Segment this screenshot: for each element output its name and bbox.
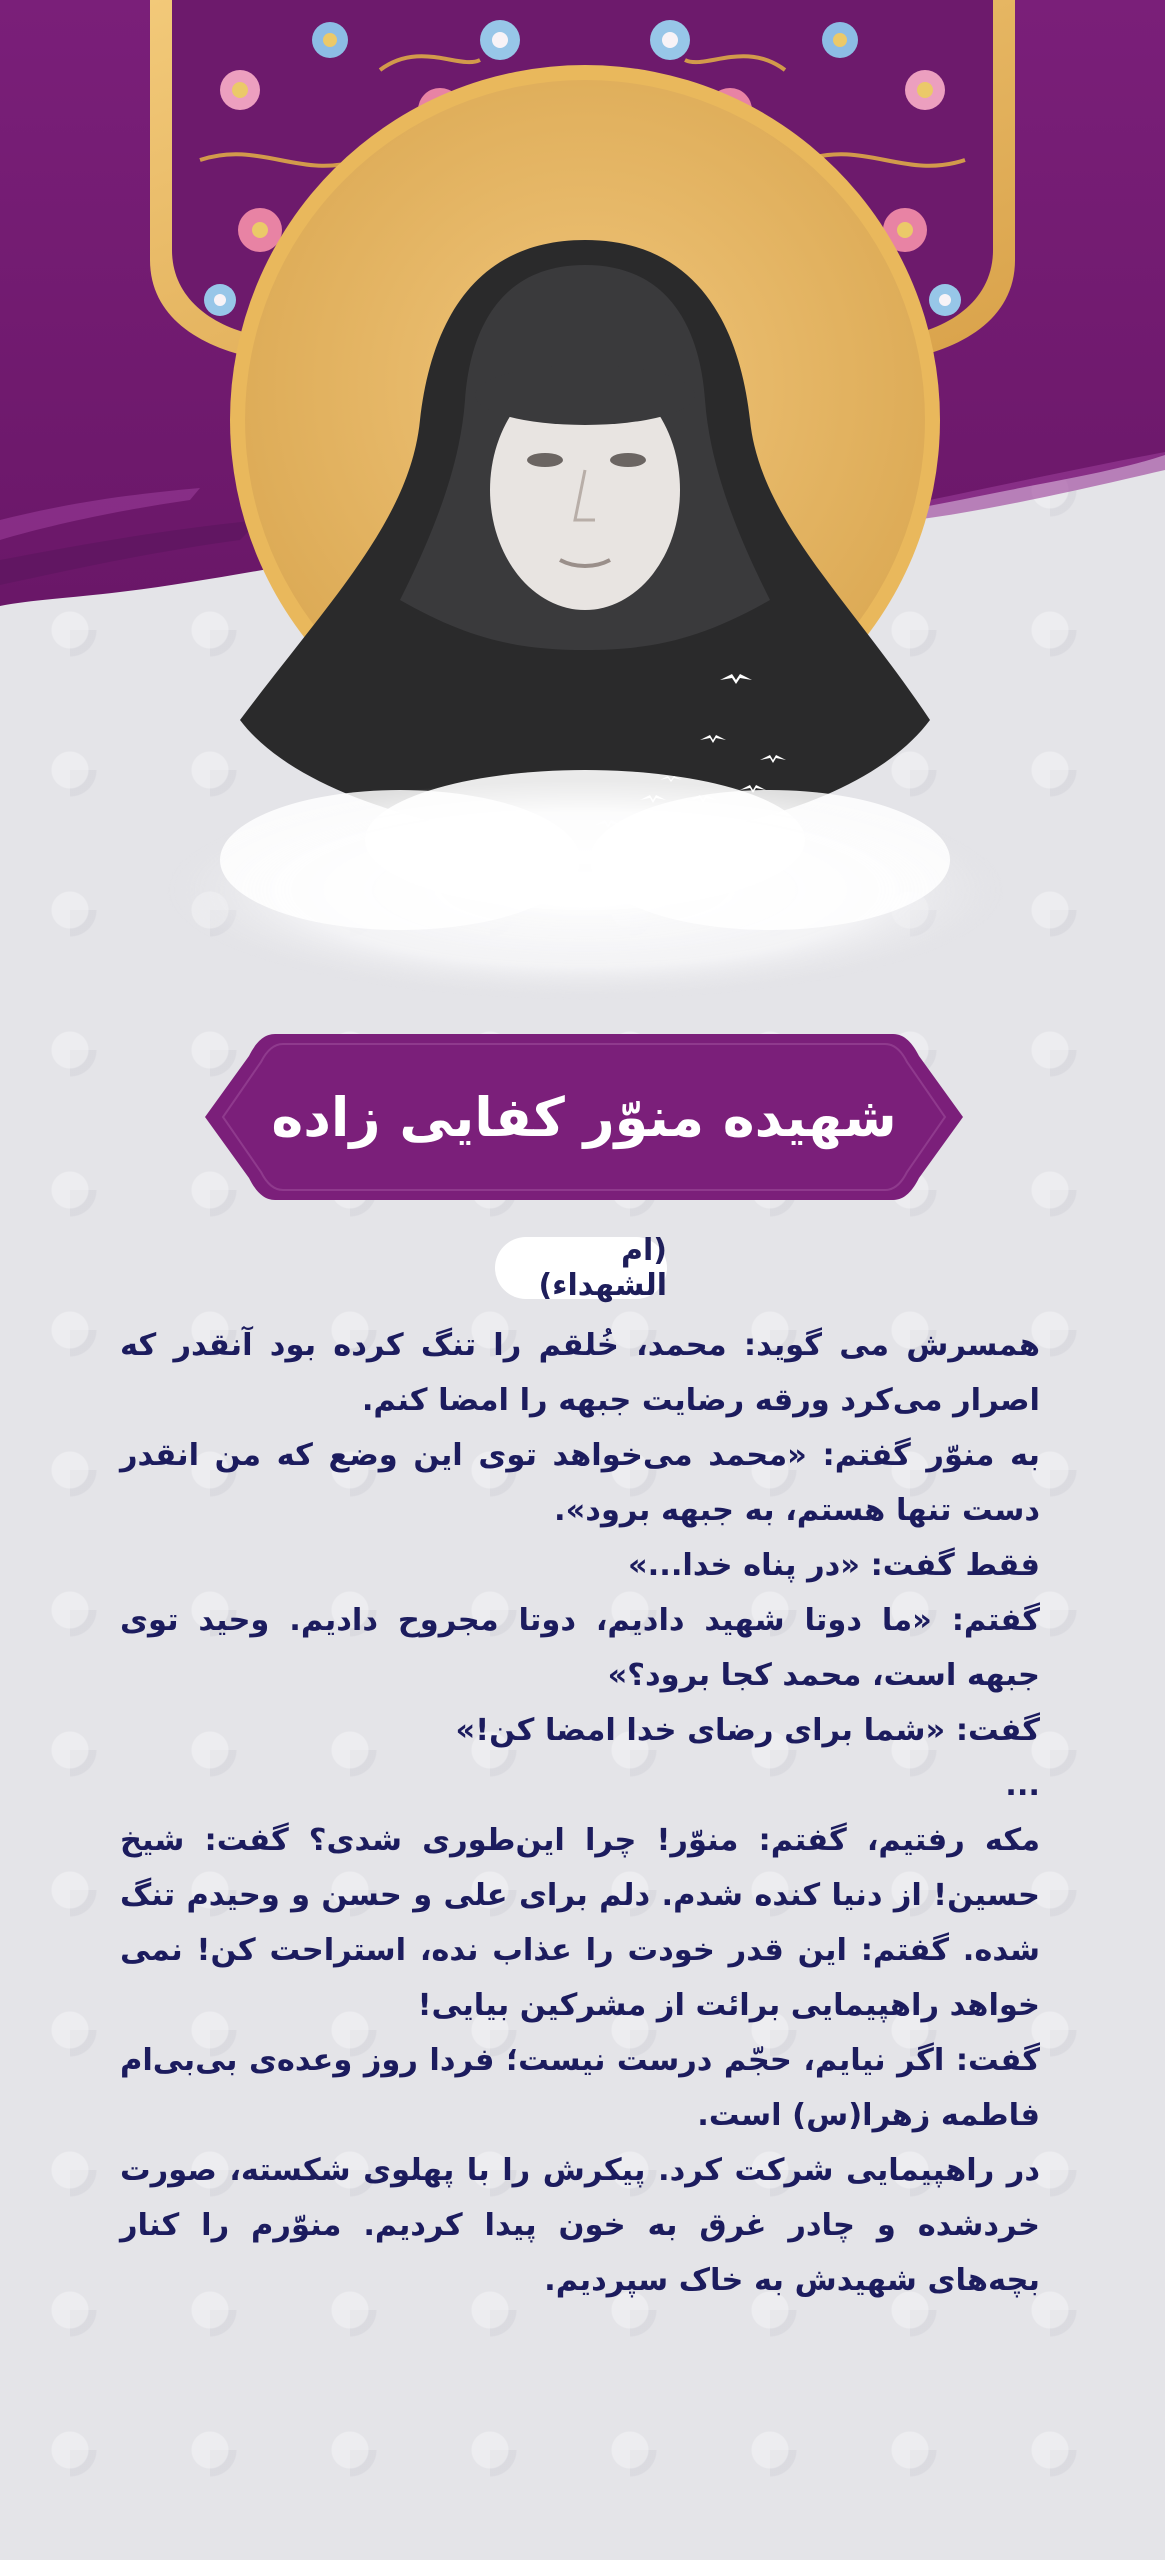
page-title: شهیده منوّر کفایی زاده	[271, 1085, 897, 1149]
paragraph: گفت: اگر نیایم، حجّم درست نیست؛ فردا روز وعده‌ی بی‌بی‌ام فاطمه زهرا(س) است.	[120, 2043, 1040, 2133]
narrative-text	[120, 1318, 1040, 2308]
paragraph: گفتم: «ما دوتا شهید دادیم، دوتا مجروح دادیم. وحید توی جبهه است، محمد کجا برود؟»	[120, 1603, 1040, 1693]
title-banner	[205, 1034, 963, 1200]
paragraph: مکه رفتیم، گفتم: منوّر! چرا این‌طوری شدی؟ گفت: شیخ حسین! از دنیا کنده شدم. دلم برای علی و حسن و وحیدم تنگ شده. گفتم: این قدر خودت را عذاب نده، استراحت کن! نمی خواهد راهپیمایی برائت از مشرکین بیایی!	[120, 1823, 1040, 2023]
paragraph: گفت: «شما برای رضای خدا امضا کن!»	[455, 1713, 1040, 1748]
paragraph: فقط گفت: «در پناه خدا...»	[627, 1548, 1040, 1583]
paragraph: ...	[1005, 1768, 1040, 1803]
paragraph: به منوّر گفتم: «محمد می‌خواهد توی این وضع که من انقدر دست تنها هستم، به جبهه برود».	[120, 1438, 1040, 1528]
subtitle-badge: (ام الشهداء)	[495, 1237, 667, 1299]
paragraph: در راهپیمایی شرکت کرد. پیکرش را با پهلوی شکسته، صورت خردشده و چادر غرق به خون پیدا کردیم. منوّرم را کنار بچه‌های شهیدش به خاک سپردیم.	[120, 2153, 1040, 2298]
portrait-medallion	[0, 0, 1165, 1000]
paragraph: همسرش می گوید: محمد، خُلقم را تنگ کرده بود آنقدر که اصرار می‌کرد ورقه رضایت جبهه را امضا کنم.	[120, 1328, 1040, 1418]
